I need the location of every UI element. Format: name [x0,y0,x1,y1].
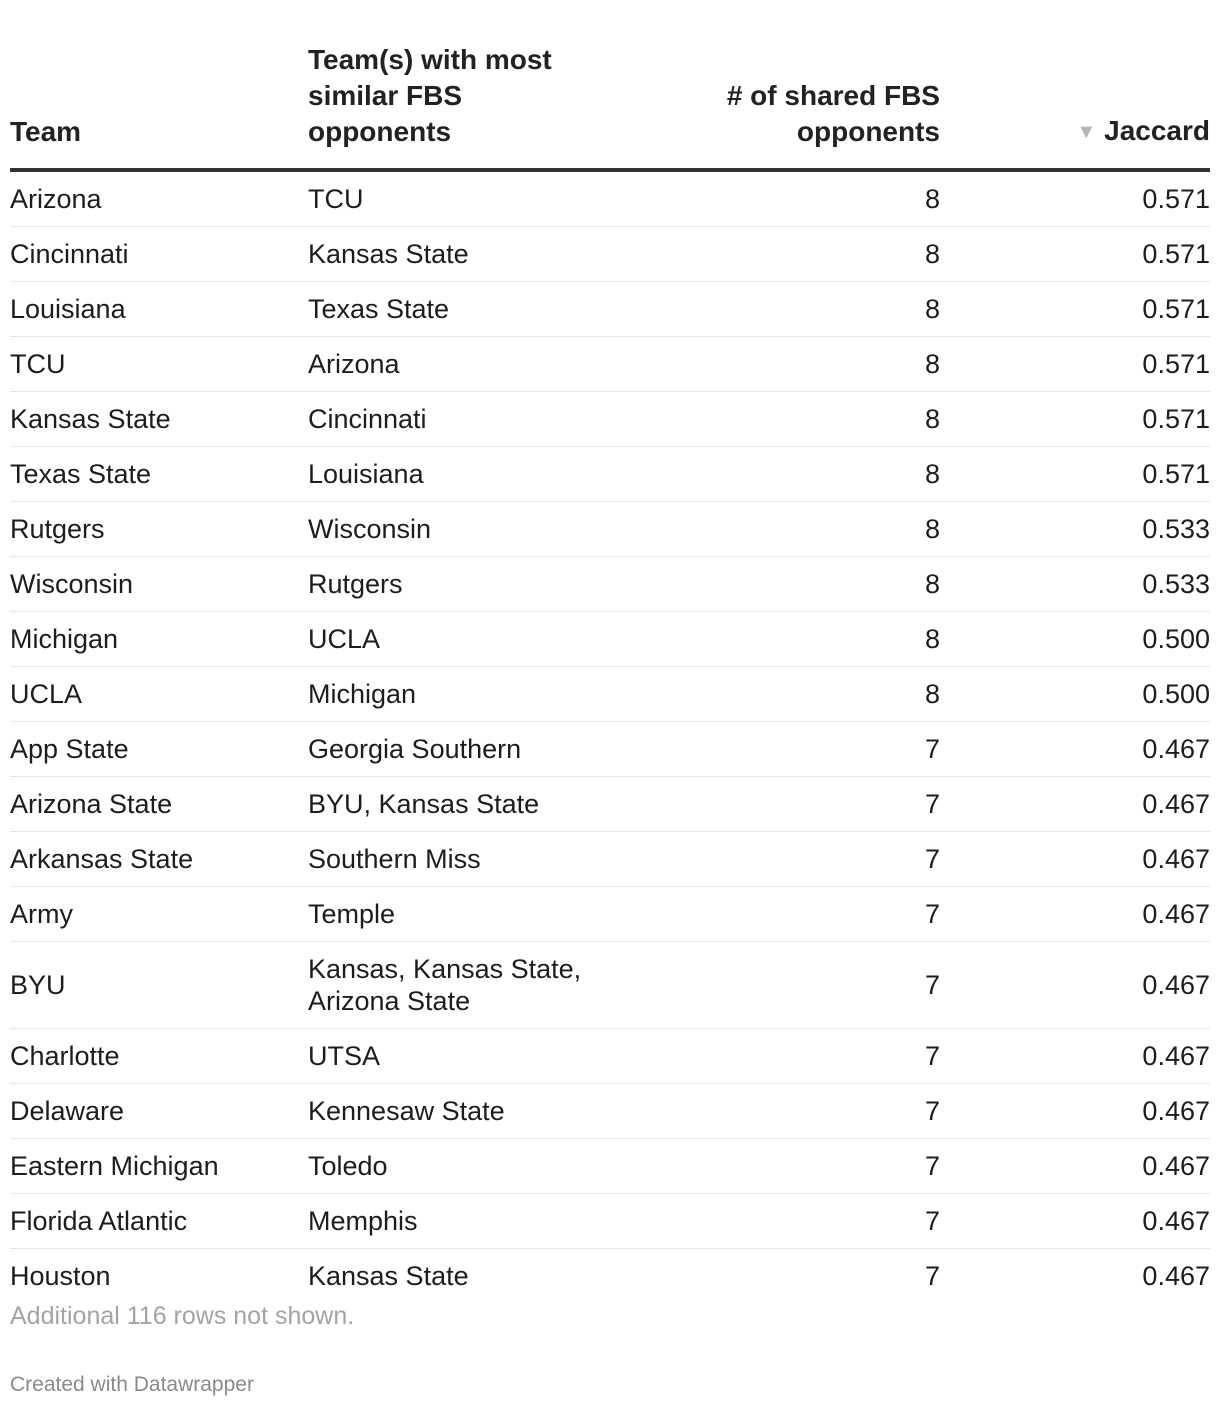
cell-jaccard: 0.571 [940,227,1210,282]
cell-team: Charlotte [10,1029,308,1084]
cell-jaccard: 0.533 [940,557,1210,612]
cell-team: Cincinnati [10,227,308,282]
cell-shared-opponents: 8 [660,502,940,557]
similar-team-line: Michigan [308,679,417,709]
cell-jaccard: 0.467 [940,887,1210,942]
similar-team-line: UTSA [308,1041,381,1071]
cell-similar-opponents [308,227,660,282]
table-body [10,170,1210,1303]
cell-similar-opponents [308,1139,660,1194]
sort-descending-icon: ▼ [1076,121,1097,143]
cell-team: Houston [10,1261,111,1291]
similar-team-line: Kansas State [308,1261,469,1291]
cell-similar-opponents [308,887,660,942]
cell-shared-opponents: 7 [660,722,940,777]
similar-team-line: UCLA [308,624,381,654]
cell-shared-opponents: 7 [660,1139,940,1194]
cell-jaccard: 0.467 [940,1194,1210,1249]
cell-team: Texas State [10,447,308,502]
cell-jaccard: 0.571 [940,392,1210,447]
cell-similar-opponents [308,1249,660,1304]
cell-similar-opponents [308,282,660,337]
table-row [10,1249,1210,1304]
header-row [10,0,1210,170]
cell-similar-opponents [308,502,660,557]
cell-shared-opponents: 8 [660,557,940,612]
cell-team: Florida Atlantic [10,1194,308,1249]
similar-team-line: Memphis [308,1206,418,1236]
cell-similar-opponents [308,612,660,667]
cell-team: Michigan [10,612,308,667]
similar-team-line: Kansas State [308,239,469,269]
similar-team-line: Rutgers [308,569,403,599]
cell-team: Kansas State [10,392,308,447]
cell-shared-opponents: 7 [660,777,940,832]
cell-jaccard: 0.467 [940,1084,1210,1139]
datawrapper-credit[interactable]: Created with Datawrapper [10,1373,254,1396]
similar-team-line: Cincinnati [308,404,427,434]
header-jaccard[interactable] [940,0,1210,170]
header-line: opponents [308,116,452,147]
header-shared-opponents[interactable] [660,0,940,170]
cell-team: Louisiana [10,282,308,337]
cell-similar-opponents [308,170,660,227]
cell-similar-opponents [308,337,660,392]
header-similar-opponents[interactable] [308,0,660,170]
cell-similar-opponents [308,392,660,447]
cell-jaccard: 0.533 [940,502,1210,557]
table-row [10,227,1210,282]
cell-similar-opponents [308,1084,660,1139]
table-row [10,170,1210,227]
cell-jaccard: 0.571 [940,170,1210,227]
cell-jaccard: 0.571 [940,282,1210,337]
cell-jaccard: 0.571 [940,337,1210,392]
cell-jaccard: 0.500 [940,667,1210,722]
cell-jaccard: 0.467 [940,942,1210,1029]
cell-jaccard: 0.571 [940,447,1210,502]
table-row [10,557,1210,612]
cell-team: Rutgers [10,502,308,557]
table-row [10,282,1210,337]
similar-team-line: Kennesaw State [308,1096,505,1126]
similar-team-line: Temple [308,899,396,929]
cell-shared-opponents: 7 [660,832,940,887]
cell-shared-opponents: 8 [660,337,940,392]
table-row [10,832,1210,887]
similar-team-line: Texas State [308,294,450,324]
cell-similar-opponents [308,1194,660,1249]
table-row [10,447,1210,502]
data-table [10,0,1210,1303]
table-row [10,612,1210,667]
similar-team-line: Kansas, Kansas State, [308,954,582,984]
table-row [10,392,1210,447]
table-row [10,337,1210,392]
table-row [10,667,1210,722]
cell-shared-opponents: 8 [660,282,940,337]
cell-shared-opponents: 8 [660,612,940,667]
table-row [10,1194,1210,1249]
header-line: opponents [796,116,940,147]
cell-jaccard: 0.467 [940,1139,1210,1194]
table-row [10,1139,1210,1194]
cell-shared-opponents: 7 [660,887,940,942]
similar-team-line: Arizona State [308,986,471,1016]
rows-not-shown-note: Additional 116 rows not shown. [10,1302,355,1330]
cell-team: Eastern Michigan [10,1139,308,1194]
table-row [10,1029,1210,1084]
cell-shared-opponents: 7 [660,1194,940,1249]
cell-similar-opponents [308,447,660,502]
cell-shared-opponents: 8 [660,447,940,502]
cell-similar-opponents [308,832,660,887]
header-line: Team(s) with most [308,44,552,75]
cell-jaccard: 0.467 [940,1029,1210,1084]
cell-team: TCU [10,337,308,392]
similar-team-line: Georgia Southern [308,734,522,764]
similar-team-line: Wisconsin [308,514,432,544]
cell-team: BYU [10,942,308,1029]
similar-team-line: Toledo [308,1151,388,1181]
cell-shared-opponents: 7 [660,1084,940,1139]
cell-jaccard: 0.467 [940,832,1210,887]
cell-shared-opponents: 8 [660,170,940,227]
table-row [10,722,1210,777]
similar-team-line: TCU [308,184,364,214]
cell-team: Arkansas State [10,832,308,887]
cell-similar-opponents [308,777,660,832]
table-row [10,502,1210,557]
cell-similar-opponents [308,557,660,612]
table-row [10,777,1210,832]
cell-similar-opponents [308,1029,660,1084]
similar-team-line: Louisiana [308,459,424,489]
cell-team: UCLA [10,667,308,722]
header-line: # of shared FBS [726,80,940,111]
table-container [10,0,1210,1303]
table-row [10,887,1210,942]
cell-team: Army [10,887,308,942]
cell-shared-opponents: 8 [660,392,940,447]
cell-jaccard: 0.467 [1142,1261,1210,1291]
cell-team: Arizona [10,170,308,227]
header-jaccard-label: Jaccard [1104,115,1210,146]
cell-shared-opponents: 7 [924,1261,940,1291]
header-line: similar FBS [308,80,463,111]
header-line: Team [10,116,82,147]
table-row [10,942,1210,1029]
cell-shared-opponents: 7 [660,942,940,1029]
cell-shared-opponents: 7 [660,1029,940,1084]
similar-team-line: Arizona [308,349,400,379]
cell-jaccard: 0.500 [940,612,1210,667]
similar-team-line: Southern Miss [308,844,481,874]
header-team[interactable] [10,0,308,170]
cell-team: Wisconsin [10,557,308,612]
cell-similar-opponents [308,667,660,722]
cell-jaccard: 0.467 [940,722,1210,777]
cell-team: App State [10,722,308,777]
cell-shared-opponents: 8 [660,667,940,722]
cell-team: Delaware [10,1084,308,1139]
table-row [10,1084,1210,1139]
cell-team: Arizona State [10,777,308,832]
cell-shared-opponents: 8 [660,227,940,282]
cell-jaccard: 0.467 [940,777,1210,832]
cell-similar-opponents [308,942,660,1029]
cell-similar-opponents [308,722,660,777]
similar-team-line: BYU, Kansas State [308,789,540,819]
